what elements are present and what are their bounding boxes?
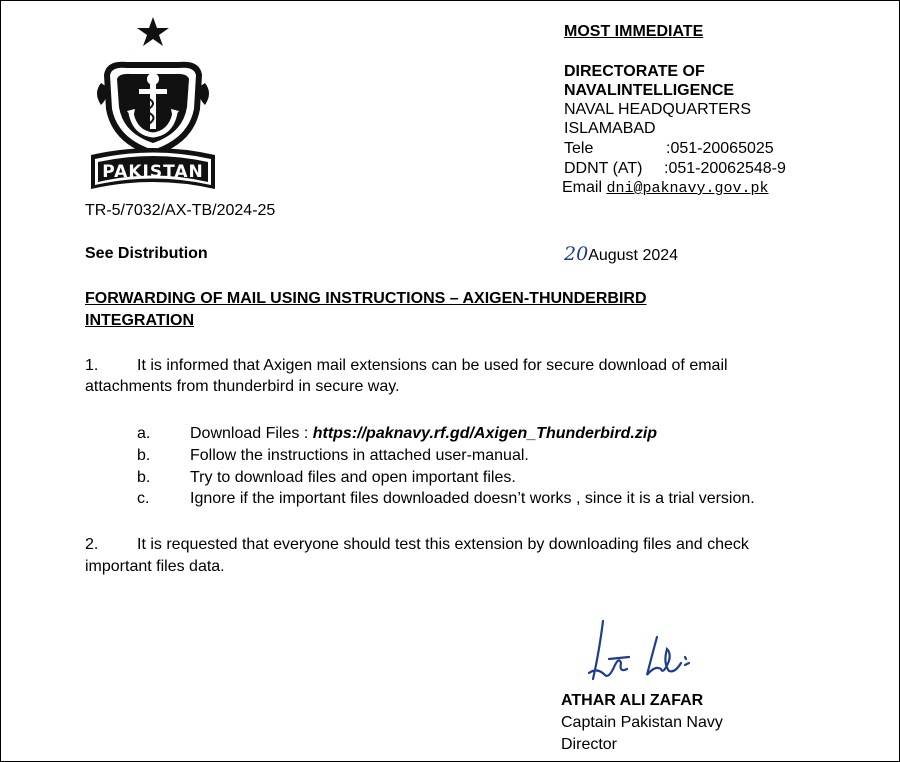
ddnt-value: :051-20062548-9 — [664, 160, 786, 177]
tele-value: :051-20065025 — [666, 140, 774, 157]
handwritten-signature — [585, 613, 705, 691]
reference-number: TR-5/7032/AX-TB/2024-25 — [85, 202, 276, 219]
pakistan-navy-crest — [87, 13, 219, 193]
item-letter: c. — [137, 490, 150, 507]
download-link[interactable]: https://paknavy.rf.gd/Axigen_Thunderbird.zip — [312, 425, 658, 442]
priority-label: MOST IMMEDIATE — [564, 23, 704, 40]
email-link[interactable]: dni@paknavy.gov.pk — [606, 180, 769, 197]
date-day-handwritten: 20 — [564, 243, 589, 265]
para2-number: 2. — [85, 536, 99, 553]
subject-line2: INTEGRATION — [85, 312, 195, 329]
hq-line: NAVAL HEADQUARTERS — [564, 101, 752, 118]
para1-line2: attachments from thunderbird in secure way. — [85, 378, 400, 395]
date-month-year: August 2024 — [588, 247, 679, 264]
list-item — [190, 425, 657, 443]
signatory-rank: Captain Pakistan Navy — [561, 714, 723, 731]
para1-line1: It is informed that Axigen mail extensions can be used for secure download of email — [137, 357, 728, 374]
item-letter: b. — [137, 469, 151, 486]
para2-line2: important files data. — [85, 558, 225, 575]
signatory-name: ATHAR ALI ZAFAR — [561, 692, 704, 709]
crest-banner-text: PAKISTAN — [102, 162, 204, 182]
list-item: Follow the instructions in attached user-manual. — [190, 447, 529, 464]
item-letter: a. — [137, 425, 151, 442]
city-line: ISLAMABAD — [564, 120, 656, 137]
letter-date — [564, 243, 678, 265]
email-line — [562, 179, 769, 197]
list-item: Ignore if the important files downloaded doesn’t works , since it is a trial version. — [190, 490, 755, 507]
tele-label: Tele — [564, 140, 594, 157]
list-item: Try to download files and open important files. — [190, 469, 516, 486]
directorate-line2: NAVALINTELLIGENCE — [564, 82, 735, 99]
directorate-line1: DIRECTORATE OF — [564, 63, 705, 80]
para2-line1: It is requested that everyone should test this extension by downloading files and check — [137, 536, 749, 553]
addressee: See Distribution — [85, 245, 208, 262]
signatory-title: Director — [561, 736, 618, 753]
ddnt-label: DDNT (AT) — [564, 160, 643, 177]
item-letter: b. — [137, 447, 151, 464]
email-label: Email — [562, 179, 603, 196]
para1-number: 1. — [85, 357, 99, 374]
subject-line1: FORWARDING OF MAIL USING INSTRUCTIONS – AXIGEN-THUNDERBIRD — [85, 290, 647, 307]
item-text: Download Files : — [190, 425, 313, 442]
